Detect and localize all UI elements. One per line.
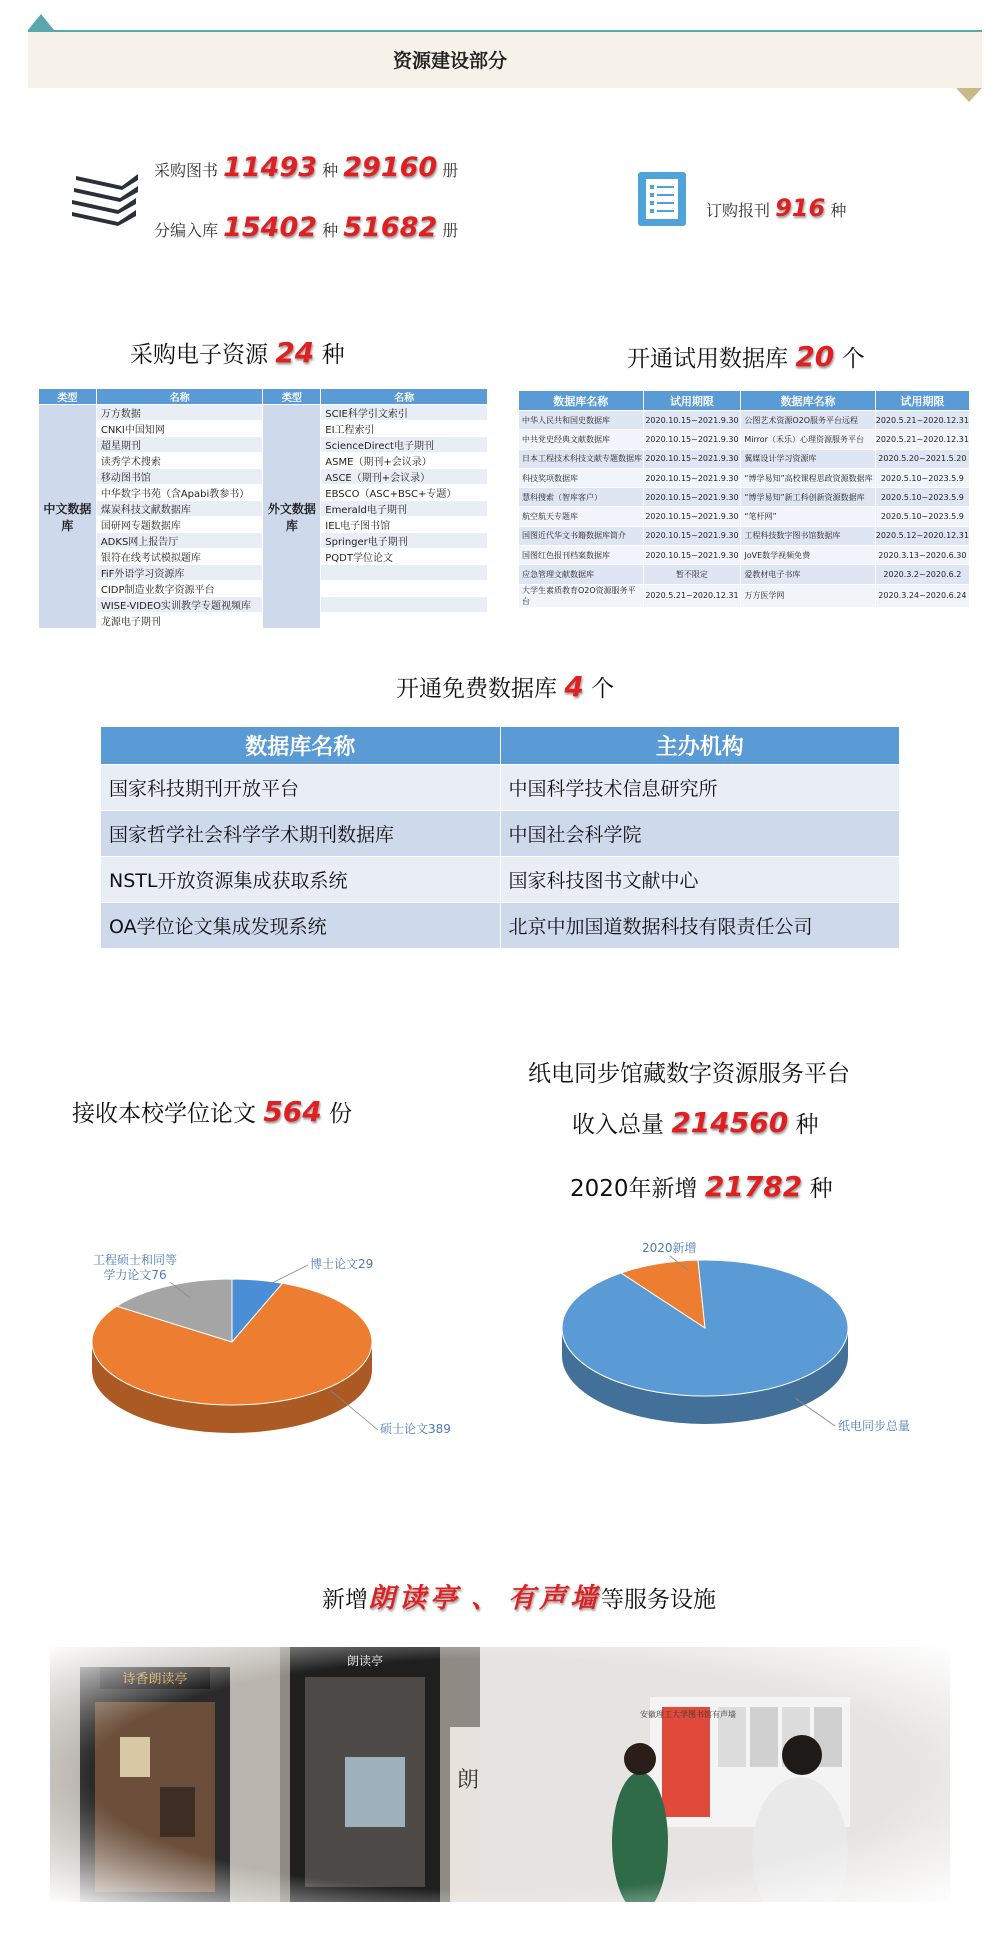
trial-period: 2020.10.15~2021.9.30 [643, 430, 741, 449]
books-stat [154, 152, 458, 183]
en-db-name [321, 597, 488, 613]
en-db-name: Springer电子期刊 [321, 533, 488, 549]
header-cell: 试用期限 [643, 391, 741, 411]
table-row [101, 811, 900, 857]
eresource-count: 24 [275, 336, 315, 369]
header-cell: 类型 [263, 389, 321, 405]
journals-count: 916 [775, 194, 826, 222]
trial-db-name: “博学易知”新工科创新资源数据库 [741, 488, 875, 507]
trial-db-name: 翼媒设计学习资源库 [741, 449, 875, 468]
pie-label: 纸电同步总量 [838, 1419, 911, 1433]
theses-count: 564 [263, 1095, 322, 1128]
trial-db-name: 国图近代华文书籍数据库简介 [519, 526, 644, 545]
cn-db-name: 万方数据 [96, 405, 263, 421]
pie-leader-line [795, 1398, 835, 1426]
trial-db-name: 爱教材电子书库 [741, 565, 875, 584]
trial-period: 2020.10.15~2021.9.30 [643, 411, 741, 430]
header-cell: 数据库名称 [101, 727, 501, 765]
eresource-title [130, 336, 345, 369]
en-db-name: Emerald电子期刊 [321, 501, 488, 517]
platform-new-unit: 种 [809, 1176, 833, 1202]
theses-unit: 份 [329, 1101, 353, 1127]
table-row [519, 430, 970, 449]
cn-db-name: 中华数字书苑（含Apabi教参书） [96, 485, 263, 501]
facilities-title [322, 1576, 716, 1615]
cn-category-cell: 中文数据库 [39, 405, 97, 629]
trial-period: 2020.10.15~2021.9.30 [643, 449, 741, 468]
journals-unit: 种 [830, 201, 847, 220]
facilities-sep: 、 [471, 1583, 498, 1614]
en-db-name: IEL电子图书馆 [321, 517, 488, 533]
table-row [101, 903, 900, 949]
cn-db-name: 煤炭科技文献数据库 [96, 501, 263, 517]
free-db-host: 中国科学技术信息研究所 [500, 765, 899, 811]
table-row [519, 565, 970, 584]
trial-db-name: 中共党史经典文献数据库 [519, 430, 644, 449]
table-row [519, 507, 970, 526]
pie-label: 博士论文29 [310, 1257, 374, 1271]
en-db-name: PQDT学位论文 [321, 549, 488, 565]
trial-db-name: 万方医学网 [741, 584, 875, 607]
trial-db-name: 科技奖项数据库 [519, 468, 644, 487]
free-table [100, 726, 900, 949]
trial-db-name: 中华人民共和国史数据库 [519, 411, 644, 430]
trial-db-name: JoVE数学视频免费 [741, 546, 875, 565]
en-db-name: EBSCO（ASC+BSC+专题） [321, 485, 488, 501]
books-copies-unit: 册 [442, 161, 459, 180]
trial-db-name: 应急管理文献数据库 [519, 565, 644, 584]
free-db-name: NSTL开放资源集成获取系统 [101, 857, 501, 903]
header-cell: 主办机构 [500, 727, 899, 765]
trial-period: 2020.5.10~2023.5.9 [875, 488, 969, 507]
en-db-name [321, 581, 488, 597]
catalog-kinds-unit: 种 [322, 221, 339, 240]
trial-period: 2020.10.15~2021.9.30 [643, 488, 741, 507]
en-db-name: ASCE（期刊+会议录） [321, 469, 488, 485]
page-title: 资源建设部分 [392, 50, 507, 72]
books-kinds-unit: 种 [322, 161, 339, 180]
en-db-name [321, 565, 488, 581]
cn-db-name: 超星期刊 [96, 437, 263, 453]
trial-period: 2020.10.15~2021.9.30 [643, 546, 741, 565]
free-db-name: OA学位论文集成发现系统 [101, 903, 501, 949]
facilities-highlight-1: 朗读亭 [368, 1583, 461, 1614]
eresource-title-text: 采购电子资源 [130, 342, 268, 368]
free-db-host: 国家科技图书文献中心 [500, 857, 899, 903]
trial-title-text: 开通试用数据库 [627, 346, 788, 372]
books-icon [68, 170, 140, 226]
trial-period: 2020.3.13~2020.6.30 [875, 546, 969, 565]
en-db-name: EI工程索引 [321, 421, 488, 437]
cn-db-name: CIDP制造业数字资源平台 [96, 581, 263, 597]
platform-total-value: 214560 [671, 1106, 789, 1139]
platform-title: 纸电同步馆藏数字资源服务平台 [528, 1061, 850, 1087]
trial-db-name: Mirror（禾乐）心理资源服务平台 [741, 430, 875, 449]
trial-period: 2020.10.15~2021.9.30 [643, 526, 741, 545]
theses-label: 接收本校学位论文 [72, 1101, 256, 1127]
free-table-header [101, 727, 900, 765]
free-title [396, 670, 614, 703]
platform-new-label: 2020年新增 [570, 1176, 698, 1202]
en-category-cell: 外文数据库 [263, 405, 321, 629]
platform-new-value: 21782 [704, 1170, 803, 1203]
cn-db-name: WISE-VIDEO实训教学专题视频库 [96, 597, 263, 613]
trial-period: 2020.5.21~2020.12.31 [875, 430, 969, 449]
free-count: 4 [564, 670, 584, 703]
trial-db-name: 大学生素质教育O2O资源服务平台 [519, 584, 644, 607]
eresource-unit: 种 [321, 342, 345, 368]
header-cell: 类型 [39, 389, 97, 405]
facilities-photo [50, 1647, 950, 1902]
free-db-host: 中国社会科学院 [500, 811, 899, 857]
header-cell: 试用期限 [875, 391, 969, 411]
trial-period: 2020.10.15~2021.9.30 [643, 468, 741, 487]
journals-label: 订购报刊 [706, 201, 771, 220]
header-cell: 名称 [321, 389, 488, 405]
catalog-copies-unit: 册 [442, 221, 459, 240]
table-row [519, 488, 970, 507]
header-cell: 名称 [96, 389, 263, 405]
table-row [519, 468, 970, 487]
pie-slice [562, 1260, 848, 1396]
trial-period: 2020.3.24~2020.6.24 [875, 584, 969, 607]
cn-db-name: FiF外语学习资源库 [96, 565, 263, 581]
en-db-name: SCIE科学引文索引 [321, 405, 488, 421]
theses-pie-chart [40, 1240, 480, 1450]
platform-new [570, 1170, 833, 1203]
catalog-stat [154, 212, 458, 243]
table-row [101, 857, 900, 903]
cn-db-name: 移动图书馆 [96, 469, 263, 485]
trial-db-name: 公图艺术资源O2O服务平台远程 [741, 411, 875, 430]
en-db-name: ASME（期刊+会议录） [321, 453, 488, 469]
trial-period: 2020.5.21~2020.12.31 [643, 584, 741, 607]
header-cell: 数据库名称 [519, 391, 644, 411]
free-db-name: 国家科技期刊开放平台 [101, 765, 501, 811]
trial-period: 2020.5.20~2021.5.20 [875, 449, 969, 468]
catalog-copies: 51682 [343, 212, 438, 243]
cn-db-name: ADKS网上报告厅 [96, 533, 263, 549]
table-row [519, 526, 970, 545]
trial-db-name: 工程科技数字图书馆数据库 [741, 526, 875, 545]
table-row [519, 449, 970, 468]
books-copies: 29160 [343, 152, 438, 183]
en-db-name: ScienceDirect电子期刊 [321, 437, 488, 453]
theses-stat [72, 1095, 352, 1128]
table-row [39, 405, 488, 421]
facilities-highlight-2: 有声墙 [508, 1583, 601, 1614]
pie-leader-line [268, 1265, 308, 1285]
table-row [101, 765, 900, 811]
trial-period: 2020.5.12~2020.12.31 [875, 526, 969, 545]
free-db-name: 国家哲学社会科学学术期刊数据库 [101, 811, 501, 857]
header-corner-right [956, 88, 982, 102]
trial-table-header [519, 391, 970, 411]
trial-db-name: “笔杆网” [741, 507, 875, 526]
free-title-text: 开通免费数据库 [396, 676, 557, 702]
pie-label: 硕士论文389 [380, 1422, 451, 1436]
trial-count: 20 [795, 340, 835, 373]
platform-total-label: 收入总量 [572, 1112, 664, 1138]
facilities-suffix: 等服务设施 [601, 1587, 716, 1613]
trial-period: 2020.5.10~2023.5.9 [875, 507, 969, 526]
facilities-prefix: 新增 [322, 1587, 368, 1613]
cn-db-name: CNKI中国知网 [96, 421, 263, 437]
trial-period: 2020.10.15~2021.9.30 [643, 507, 741, 526]
cn-db-name: 读秀学术搜索 [96, 453, 263, 469]
header-cell: 数据库名称 [741, 391, 875, 411]
trial-db-name: 慧科搜索（智库客户） [519, 488, 644, 507]
trial-db-name: 国图红色报刊档案数据库 [519, 546, 644, 565]
trial-db-name: 日本工程技术科技文献专题数据库 [519, 449, 644, 468]
cn-db-name: 银符在线考试模拟题库 [96, 549, 263, 565]
platform-pie-chart [540, 1230, 970, 1445]
trial-period: 暂不限定 [643, 565, 741, 584]
books-kinds: 11493 [223, 152, 318, 183]
trial-period: 2020.5.10~2023.5.9 [875, 468, 969, 487]
journal-icon [636, 170, 688, 228]
trial-period: 2020.5.21~2020.12.31 [875, 411, 969, 430]
trial-table [518, 390, 970, 608]
table-row [519, 411, 970, 430]
catalog-kinds: 15402 [223, 212, 318, 243]
trial-db-name: 航空航天专题库 [519, 507, 644, 526]
trial-unit: 个 [841, 346, 865, 372]
cn-db-name: 国研网专题数据库 [96, 517, 263, 533]
trial-db-name: “博学易知”高校课程思政资源数据库 [741, 468, 875, 487]
journals-stat [706, 194, 846, 222]
platform-total [572, 1106, 819, 1139]
pie-label: 2020新增 [642, 1241, 697, 1255]
trial-period: 2020.3.2~2020.6.2 [875, 565, 969, 584]
eresource-table-header [39, 389, 488, 405]
free-unit: 个 [591, 676, 615, 702]
trial-title [627, 340, 865, 373]
table-row [519, 584, 970, 607]
pie-label: 工程硕士和同等学力论文76 [92, 1253, 178, 1282]
header-corner-left [28, 14, 54, 30]
eresource-table [38, 388, 488, 629]
platform-total-unit: 种 [795, 1112, 819, 1138]
en-db-name [321, 613, 488, 629]
free-db-host: 北京中加国道数据科技有限责任公司 [500, 903, 899, 949]
cn-db-name: 龙源电子期刊 [96, 613, 263, 629]
catalog-label: 分编入库 [154, 221, 219, 240]
table-row [519, 546, 970, 565]
books-label: 采购图书 [154, 161, 219, 180]
